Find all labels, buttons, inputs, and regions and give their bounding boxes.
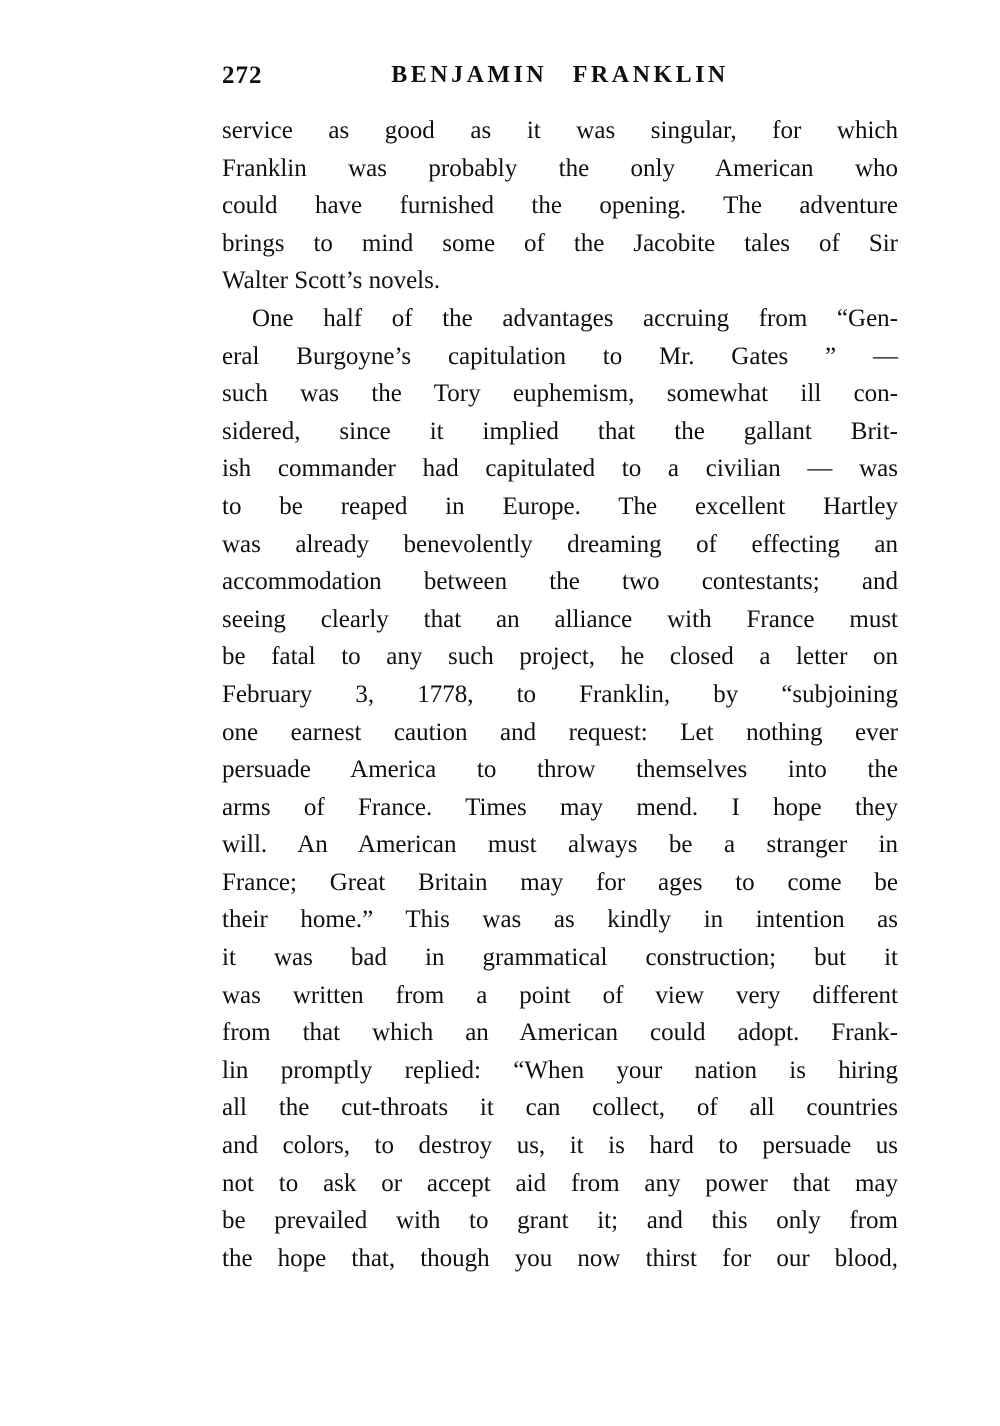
text-line: it was bad in grammatical construction; but it xyxy=(222,944,898,972)
text-line: February 3, 1778, to Franklin, by “subjoining xyxy=(222,680,898,708)
text-line: Franklin was probably the only American who xyxy=(222,154,898,182)
text-line: ish commander had capitulated to a civilian — was xyxy=(222,455,898,483)
text-line: was already benevolently dreaming of effecting an xyxy=(222,530,898,558)
paragraph xyxy=(222,112,898,300)
text-line: seeing clearly that an alliance with France must xyxy=(222,605,898,633)
text-line: eral Burgoyne’s capitulation to Mr. Gates ” — xyxy=(222,342,898,370)
text-line: sidered, since it implied that the gallant Brit- xyxy=(222,417,898,445)
text-line: be fatal to any such project, he closed a letter on xyxy=(222,643,898,671)
text-line: be prevailed with to grant it; and this only from xyxy=(222,1207,898,1235)
text-line: from that which an American could adopt. Frank- xyxy=(222,1019,898,1047)
text-line: not to ask or accept aid from any power that may xyxy=(222,1169,898,1197)
body-text xyxy=(222,112,898,1277)
text-line: was written from a point of view very different xyxy=(222,981,898,1009)
text-line: arms of France. Times may mend. I hope they xyxy=(222,793,898,821)
text-line: such was the Tory euphemism, somewhat ill con- xyxy=(222,380,898,408)
text-line: France; Great Britain may for ages to come be xyxy=(222,868,898,896)
text-line: persuade America to throw themselves into the xyxy=(222,756,898,784)
text-line: to be reaped in Europe. The excellent Hartley xyxy=(222,492,898,520)
text-line: brings to mind some of the Jacobite tales of Sir xyxy=(222,229,898,257)
text-line: their home.” This was as kindly in intention as xyxy=(222,906,898,934)
running-head: BENJAMIN FRANKLIN xyxy=(391,62,729,88)
text-line: accommodation between the two contestants; and xyxy=(222,568,898,596)
text-line: will. An American must always be a stranger in xyxy=(222,831,898,859)
page-number: 272 xyxy=(222,62,263,89)
text-line: Walter Scott’s novels. xyxy=(222,267,441,295)
paragraph xyxy=(222,300,898,1277)
text-line: could have furnished the opening. The adventure xyxy=(222,192,898,220)
page-header-row xyxy=(222,62,898,94)
text-line: all the cut-throats it can collect, of all countries xyxy=(222,1094,898,1122)
text-line: the hope that, though you now thirst for our blood, xyxy=(222,1244,898,1272)
text-line: and colors, to destroy us, it is hard to persuade us xyxy=(222,1132,898,1160)
text-line: service as good as it was singular, for which xyxy=(222,117,898,144)
text-line: lin promptly replied: “When your nation is hiring xyxy=(222,1056,898,1084)
text-line: One half of the advantages accruing from “Gen- xyxy=(252,304,898,332)
text-line: one earnest caution and request: Let nothing ever xyxy=(222,718,898,746)
